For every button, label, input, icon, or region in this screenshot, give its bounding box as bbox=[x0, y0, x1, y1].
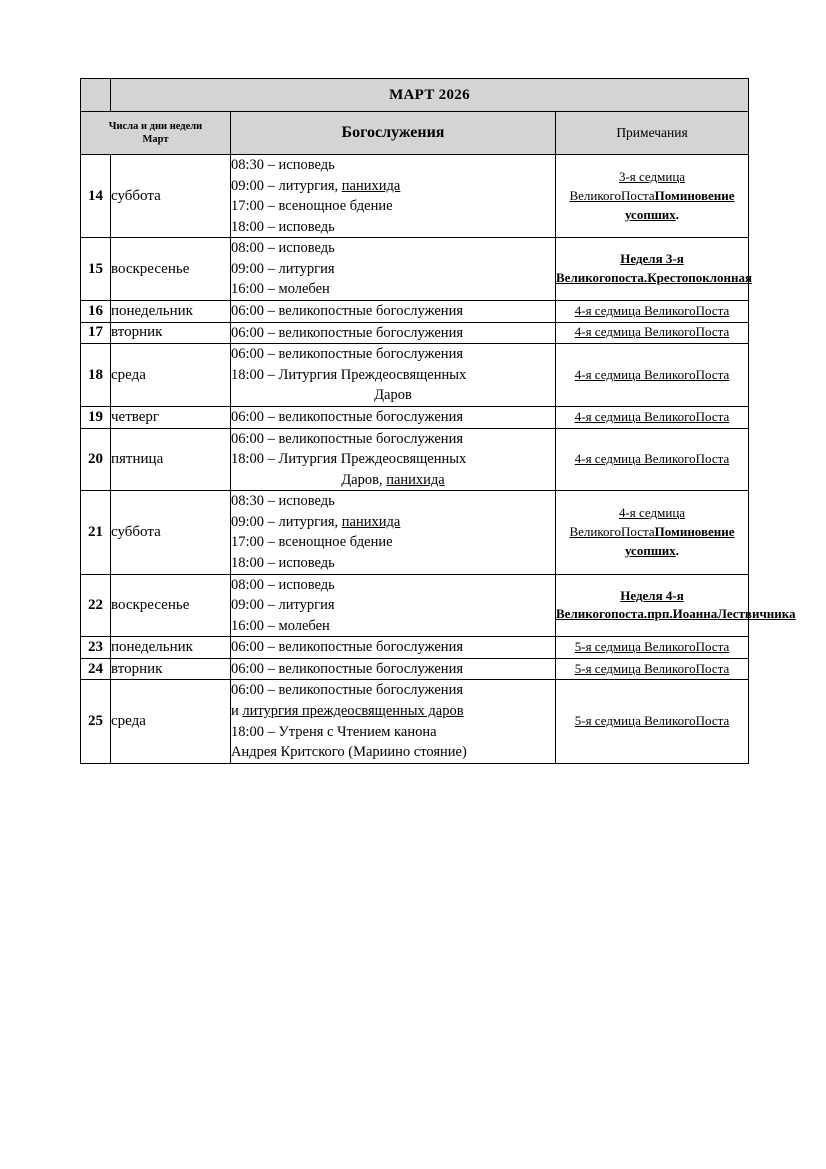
text-fragment: Неделя 4-я Великого bbox=[556, 587, 684, 622]
text-line bbox=[231, 470, 555, 491]
text-fragment: 09:00 – литургия, bbox=[231, 177, 342, 194]
day-number: 23 bbox=[81, 637, 111, 659]
day-number: 18 bbox=[81, 344, 111, 407]
weekday-name: воскресенье bbox=[111, 238, 231, 301]
text-fragment: 18:00 – исповедь bbox=[231, 218, 335, 235]
text-line bbox=[231, 217, 555, 238]
text-line bbox=[231, 155, 555, 176]
text-line bbox=[231, 279, 555, 300]
day-number: 25 bbox=[81, 680, 111, 763]
notes-cell bbox=[556, 238, 753, 301]
text-fragment: 4-я седмица Великого bbox=[574, 408, 696, 424]
table-row bbox=[81, 428, 749, 491]
text-fragment: литургия преждеосвященных даров bbox=[242, 703, 464, 720]
header-dates-line2: Март bbox=[142, 134, 169, 145]
note-line bbox=[575, 324, 696, 339]
text-fragment: Поминовение усопших bbox=[624, 187, 735, 222]
notes-cell bbox=[556, 344, 749, 407]
text-fragment: 3-я седмица Великого bbox=[569, 168, 686, 203]
text-line bbox=[231, 575, 555, 596]
text-fragment: поста. bbox=[611, 270, 648, 286]
notes-cell bbox=[556, 637, 749, 659]
text-fragment: 18:00 – исповедь bbox=[231, 554, 335, 571]
note-line bbox=[575, 367, 696, 382]
notes-cell bbox=[556, 155, 749, 238]
text-fragment: Поста bbox=[695, 408, 730, 424]
text-line bbox=[231, 595, 555, 616]
text-line bbox=[231, 344, 555, 365]
note-line bbox=[611, 270, 647, 285]
weekday-name: суббота bbox=[111, 155, 231, 238]
day-number: 20 bbox=[81, 428, 111, 491]
text-fragment: 08:00 – исповедь bbox=[231, 576, 335, 593]
text-line bbox=[231, 491, 555, 512]
text-line bbox=[231, 176, 555, 197]
note-line bbox=[696, 451, 730, 466]
day-number: 21 bbox=[81, 491, 111, 574]
notes-cell bbox=[556, 491, 749, 574]
text-fragment: 09:00 – литургия bbox=[231, 597, 335, 614]
title-corner-cell bbox=[81, 79, 111, 112]
services-cell bbox=[231, 238, 556, 301]
note-line bbox=[621, 188, 655, 203]
weekday-name: суббота bbox=[111, 491, 231, 574]
text-fragment: 06:00 – великопостные богослужения bbox=[231, 324, 463, 341]
note-line bbox=[717, 606, 795, 621]
services-cell bbox=[231, 574, 556, 637]
weekday-name: вторник bbox=[111, 322, 231, 344]
header-dates-line1: Числа и дни недели bbox=[108, 120, 203, 132]
text-line bbox=[231, 407, 555, 428]
header-services: Богослужения bbox=[231, 112, 556, 155]
text-line bbox=[231, 238, 555, 259]
weekday-name: четверг bbox=[111, 406, 231, 428]
note-line bbox=[575, 303, 696, 318]
services-cell bbox=[231, 491, 556, 574]
notes-cell bbox=[556, 680, 749, 763]
text-fragment: и bbox=[231, 703, 243, 720]
text-line bbox=[231, 429, 555, 450]
note-line bbox=[575, 661, 696, 676]
services-cell bbox=[231, 322, 556, 344]
header-dates bbox=[81, 112, 231, 155]
text-fragment: 5-я седмица Великого bbox=[574, 639, 696, 655]
weekday-name: понедельник bbox=[111, 637, 231, 659]
text-fragment: 4-я седмица Великого bbox=[574, 324, 696, 340]
notes-cell bbox=[556, 658, 749, 680]
notes-cell bbox=[556, 574, 796, 637]
notes-cell bbox=[556, 428, 749, 491]
table-title-row bbox=[81, 79, 749, 112]
note-line bbox=[647, 606, 717, 621]
note-line bbox=[575, 409, 696, 424]
text-fragment: 4-я седмица Великого bbox=[574, 302, 696, 318]
text-fragment: панихида bbox=[386, 471, 445, 488]
text-line bbox=[231, 616, 555, 637]
text-fragment: 17:00 – всенощное бдение bbox=[231, 534, 393, 551]
text-fragment: 18:00 – Литургия Преждеосвященных bbox=[231, 366, 467, 383]
text-fragment: 06:00 – великопостные богослужения bbox=[231, 346, 463, 363]
text-fragment: панихида bbox=[341, 513, 401, 530]
text-fragment: 08:30 – исповедь bbox=[231, 157, 335, 173]
day-number: 22 bbox=[81, 574, 111, 637]
text-fragment: 06:00 – великопостные богослужения bbox=[231, 408, 463, 425]
text-fragment: 5-я седмица Великого bbox=[574, 660, 696, 676]
text-line bbox=[231, 532, 555, 553]
header-notes: Примечания bbox=[556, 112, 749, 155]
text-fragment: панихида bbox=[341, 177, 401, 194]
text-fragment: . bbox=[675, 206, 680, 222]
text-line bbox=[231, 301, 555, 322]
services-cell bbox=[231, 155, 556, 238]
text-fragment: . bbox=[675, 542, 680, 558]
text-fragment: Даров bbox=[374, 387, 412, 404]
day-number: 17 bbox=[81, 322, 111, 344]
weekday-name: понедельник bbox=[111, 301, 231, 323]
day-number: 14 bbox=[81, 155, 111, 238]
text-fragment: поста. bbox=[611, 606, 648, 622]
schedule-table bbox=[80, 78, 796, 764]
text-fragment: Поста bbox=[621, 523, 655, 539]
table-header-row bbox=[81, 112, 749, 155]
note-line bbox=[696, 324, 730, 339]
note-line bbox=[696, 367, 730, 382]
text-fragment: прп.Иоанна bbox=[647, 606, 718, 622]
text-line bbox=[231, 196, 555, 217]
services-cell bbox=[231, 301, 556, 323]
text-line bbox=[231, 259, 555, 280]
services-cell bbox=[231, 680, 556, 763]
services-cell bbox=[231, 344, 556, 407]
table-row bbox=[81, 238, 749, 301]
text-fragment: 5-я седмица Великого bbox=[574, 713, 696, 729]
services-cell bbox=[231, 637, 556, 659]
text-fragment: 06:00 – великопостные богослужения bbox=[231, 303, 463, 320]
text-fragment: 4-я седмица Великого bbox=[569, 505, 686, 539]
text-line bbox=[231, 385, 555, 406]
table-row bbox=[81, 344, 749, 407]
note-line bbox=[696, 661, 730, 676]
text-fragment: 18:00 – Литургия Преждеосвященных bbox=[231, 451, 467, 468]
text-fragment: Поста bbox=[695, 324, 730, 340]
text-line bbox=[231, 449, 555, 470]
text-fragment: 4-я седмица Великого bbox=[574, 450, 696, 466]
text-fragment: 06:00 – великопостные богослужения bbox=[231, 660, 463, 677]
services-cell bbox=[231, 658, 556, 680]
text-fragment: Поста bbox=[695, 450, 730, 466]
text-fragment: Даров, bbox=[341, 471, 387, 488]
weekday-name: вторник bbox=[111, 658, 231, 680]
text-fragment: 4-я седмица Великого bbox=[574, 366, 696, 382]
text-fragment: 08:00 – исповедь bbox=[231, 240, 335, 257]
day-number: 24 bbox=[81, 658, 111, 680]
text-fragment: 16:00 – молебен bbox=[231, 617, 330, 634]
text-fragment: Поста bbox=[695, 639, 730, 655]
note-line bbox=[575, 713, 696, 728]
text-fragment: Поста bbox=[621, 187, 655, 203]
text-line bbox=[231, 722, 555, 743]
text-line bbox=[231, 365, 555, 386]
schedule-table-body bbox=[81, 79, 796, 764]
text-fragment: Поста bbox=[695, 302, 730, 318]
text-fragment: 09:00 – литургия bbox=[231, 260, 335, 277]
text-line bbox=[231, 512, 555, 533]
note-line bbox=[647, 270, 752, 285]
text-line bbox=[231, 742, 555, 763]
services-cell bbox=[231, 406, 556, 428]
day-number: 16 bbox=[81, 301, 111, 323]
table-row bbox=[81, 574, 749, 637]
text-fragment: 09:00 – литургия, bbox=[231, 513, 342, 530]
note-line bbox=[575, 639, 696, 654]
table-row bbox=[81, 658, 749, 680]
table-row bbox=[81, 637, 749, 659]
text-line bbox=[231, 659, 555, 680]
text-line bbox=[231, 680, 555, 701]
text-fragment: 06:00 – великопостные богослужения bbox=[231, 682, 463, 699]
table-row bbox=[81, 155, 749, 238]
notes-cell bbox=[556, 322, 749, 344]
text-fragment: Неделя 3-я Великого bbox=[556, 251, 684, 286]
text-line bbox=[231, 553, 555, 574]
notes-cell bbox=[556, 406, 749, 428]
text-fragment: Поста bbox=[695, 366, 730, 382]
note-line bbox=[696, 639, 730, 654]
note-line bbox=[696, 713, 730, 728]
weekday-name: пятница bbox=[111, 428, 231, 491]
table-row bbox=[81, 301, 749, 323]
text-fragment: 08:30 – исповедь bbox=[231, 493, 335, 510]
note-line bbox=[575, 451, 696, 466]
weekday-name: среда bbox=[111, 344, 231, 407]
weekday-name: среда bbox=[111, 680, 231, 763]
day-number: 15 bbox=[81, 238, 111, 301]
table-row bbox=[81, 406, 749, 428]
note-line bbox=[696, 303, 730, 318]
notes-cell bbox=[556, 301, 749, 323]
text-fragment: 06:00 – великопостные богослужения bbox=[231, 639, 463, 656]
text-line bbox=[231, 637, 555, 658]
text-fragment: 17:00 – всенощное бдение bbox=[231, 198, 393, 215]
text-fragment: 18:00 – Утреня с Чтением канона bbox=[231, 723, 437, 740]
table-row bbox=[81, 322, 749, 344]
note-line bbox=[696, 409, 730, 424]
text-line bbox=[231, 701, 555, 722]
table-row bbox=[81, 680, 749, 763]
table-row bbox=[81, 491, 749, 574]
text-fragment: Андрея Критского (Мариино стояние) bbox=[231, 744, 467, 761]
text-fragment: Поминовение усопших bbox=[624, 523, 735, 558]
text-fragment: Лествичника bbox=[717, 606, 796, 622]
text-fragment: Крестопоклонная bbox=[647, 270, 753, 286]
text-fragment: 16:00 – молебен bbox=[231, 281, 330, 298]
text-fragment: 06:00 – великопостные богослужения bbox=[231, 430, 463, 447]
weekday-name: воскресенье bbox=[111, 574, 231, 637]
note-line bbox=[611, 606, 647, 621]
text-fragment: Поста bbox=[695, 713, 730, 729]
note-line bbox=[621, 524, 655, 539]
day-number: 19 bbox=[81, 406, 111, 428]
text-line bbox=[231, 323, 555, 344]
month-title: МАРТ 2026 bbox=[111, 79, 749, 112]
text-fragment: Поста bbox=[695, 660, 730, 676]
services-cell bbox=[231, 428, 556, 491]
